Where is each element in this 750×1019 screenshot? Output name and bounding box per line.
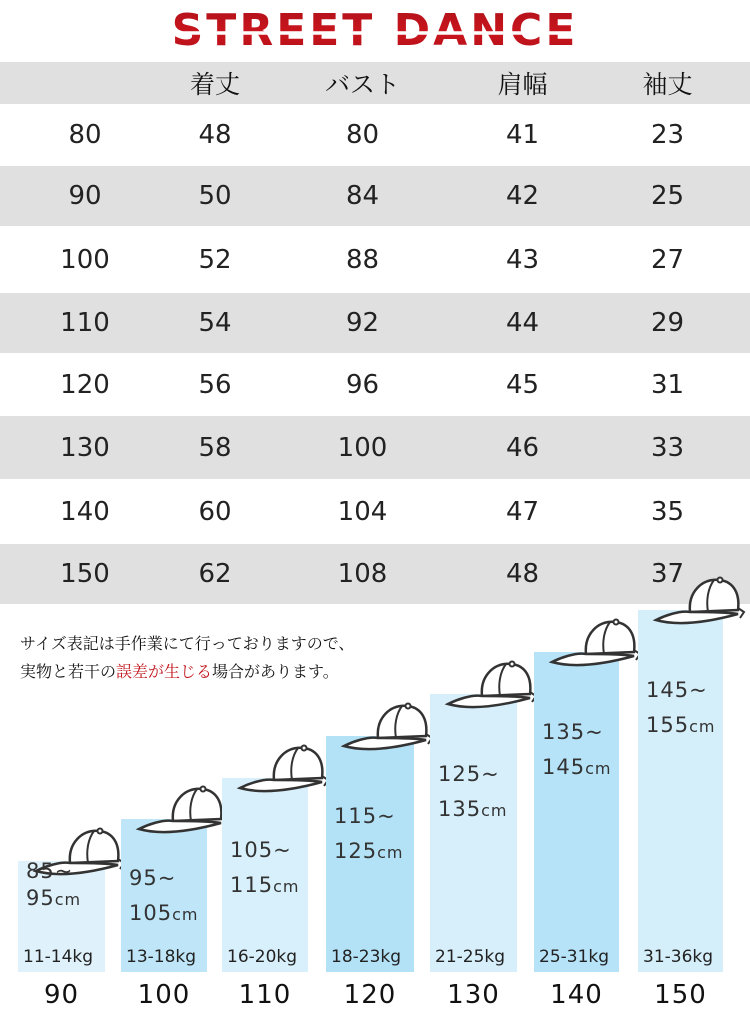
weight-label: 25-31kg (539, 947, 610, 967)
table-cell: 50 (198, 181, 232, 211)
page-title (0, 0, 750, 62)
size-note (20, 630, 354, 686)
note-text-warning: 誤差が生じる (116, 662, 213, 681)
height-to-value: 155 (646, 713, 690, 737)
note-line-2 (20, 658, 354, 686)
table-cell: 84 (345, 181, 380, 211)
table-cell: 60 (198, 496, 232, 527)
table-cell: 35 (650, 496, 685, 527)
table-cell: 88 (345, 244, 380, 275)
table-cell: 96 (345, 369, 380, 400)
height-to (129, 900, 199, 925)
header-cell-length: 着丈 (189, 70, 240, 99)
weight-label: 16-20kg (227, 947, 298, 967)
table-cell: 120 (60, 369, 110, 400)
height-bar (430, 694, 517, 972)
height-unit: cm (481, 801, 508, 820)
height-from: 145~ (646, 678, 708, 702)
table-cell: 23 (650, 120, 685, 150)
title-text: STREET DANCE (171, 5, 579, 56)
table-cell: 140 (60, 496, 110, 527)
height-range-label (438, 764, 507, 820)
height-from: 115~ (334, 804, 396, 828)
table-header-row (0, 62, 750, 104)
weight-label: 31-36kg (643, 947, 714, 967)
table-cell: 92 (345, 308, 380, 338)
weight-label: 18-23kg (331, 947, 402, 967)
table-cell: 80 (345, 120, 380, 150)
height-range-label (26, 858, 82, 910)
height-to-value: 125 (334, 839, 378, 863)
table-cell: 48 (198, 120, 232, 150)
height-unit: cm (172, 904, 199, 924)
table-cell: 37 (650, 559, 685, 589)
note-line-1: サイズ表記は手作業にて行っておりますので、 (20, 634, 355, 653)
table-cell: 110 (60, 308, 110, 338)
table-cell: 130 (60, 432, 110, 463)
height-unit: cm (689, 717, 716, 736)
table-cell: 43 (505, 244, 540, 275)
table-cell: 29 (650, 308, 685, 338)
table-row (0, 479, 750, 544)
height-range-label (542, 722, 611, 778)
height-bar (534, 652, 619, 972)
height-from: 135~ (542, 720, 604, 744)
baseball-cap-icon (546, 614, 642, 672)
header-cell-sleeve: 袖丈 (642, 70, 693, 99)
height-to-value: 135 (438, 797, 482, 821)
header-cell-shoulder: 肩幅 (497, 70, 548, 99)
height-unit: cm (377, 843, 404, 862)
table-body (0, 104, 750, 604)
size-label: 140 (550, 980, 603, 1010)
table-row (0, 416, 750, 479)
table-cell: 52 (198, 244, 232, 275)
table-cell: 41 (505, 120, 540, 150)
height-to-value: 105 (129, 900, 173, 925)
header-cell-bust: バスト (324, 70, 400, 99)
table-cell: 33 (650, 432, 685, 463)
table-row (0, 353, 750, 416)
table-cell: 80 (68, 120, 102, 150)
height-to (26, 885, 82, 910)
height-to-value: 115 (230, 873, 274, 898)
table-cell: 56 (198, 369, 232, 400)
size-label: 150 (654, 980, 707, 1010)
height-to (542, 757, 611, 778)
size-label: 120 (343, 980, 397, 1010)
height-to (334, 841, 403, 862)
table-cell: 44 (505, 308, 540, 338)
size-label: 130 (447, 980, 500, 1010)
table-cell: 90 (68, 181, 102, 211)
table-cell: 58 (198, 432, 232, 463)
height-range-label (334, 806, 403, 862)
height-unit: cm (273, 877, 300, 897)
weight-label: 13-18kg (126, 947, 197, 967)
size-label: 100 (137, 980, 191, 1010)
table-cell: 45 (505, 369, 540, 400)
size-label: 90 (43, 980, 80, 1010)
weight-label: 21-25kg (435, 947, 506, 967)
height-from: 125~ (438, 762, 500, 786)
baseball-cap-icon (442, 656, 538, 714)
table-cell: 104 (337, 496, 388, 527)
table-cell: 31 (650, 369, 685, 400)
table-cell: 27 (650, 244, 685, 275)
height-from: 105~ (230, 838, 292, 863)
height-range-label (230, 840, 299, 896)
height-from: 85~ (26, 858, 74, 883)
weight-label: 11-14kg (23, 947, 94, 967)
height-to (646, 715, 715, 736)
table-cell: 62 (198, 559, 232, 589)
note-text-b: 場合があります。 (212, 662, 339, 681)
height-to-value: 145 (542, 755, 586, 779)
table-cell: 54 (198, 308, 232, 338)
height-to-value: 95 (26, 885, 55, 910)
table-cell: 108 (337, 559, 388, 589)
table-cell: 42 (505, 181, 540, 211)
table-cell: 100 (60, 244, 110, 275)
table-cell: 46 (505, 432, 540, 463)
height-unit: cm (54, 889, 82, 909)
table-row (0, 104, 750, 166)
height-range-label (646, 680, 715, 736)
baseball-cap-icon (338, 698, 434, 756)
height-bar (638, 610, 723, 972)
table-row (0, 226, 750, 293)
note-text-a: 実物と若干の (20, 662, 117, 681)
height-unit: cm (585, 759, 612, 778)
table-cell: 150 (60, 559, 110, 589)
height-from: 95~ (129, 865, 177, 890)
baseball-cap-icon (234, 740, 330, 798)
baseball-cap-icon (650, 572, 746, 630)
table-cell: 47 (505, 496, 540, 527)
table-cell: 25 (650, 181, 685, 211)
table-row (0, 544, 750, 604)
size-table (0, 62, 750, 604)
table-cell: 48 (505, 559, 540, 589)
table-row (0, 293, 750, 353)
size-label: 110 (238, 980, 292, 1010)
baseball-cap-icon (133, 781, 229, 839)
table-cell: 100 (337, 432, 388, 463)
table-row (0, 166, 750, 226)
height-to (230, 875, 299, 896)
height-range-label (129, 865, 199, 925)
height-to (438, 799, 507, 820)
